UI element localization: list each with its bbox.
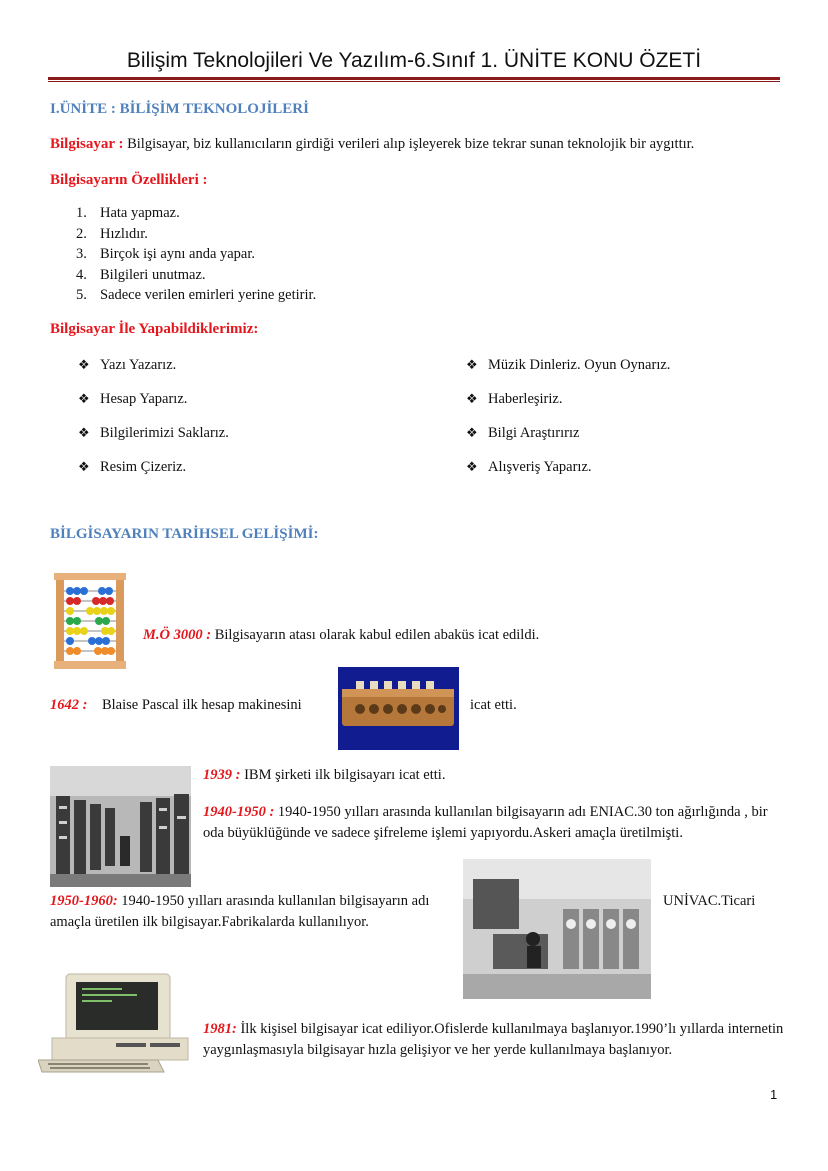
- list-item: ❖ Alışveriş Yaparız.: [466, 459, 592, 475]
- unit-heading: I.ÜNİTE : BİLİŞİM TEKNOLOJİLERİ: [50, 101, 309, 117]
- definition-label: Bilgisayar :: [50, 136, 124, 152]
- list-item: ❖ Hesap Yaparız.: [78, 391, 188, 407]
- history-pascal: 1642 : Blaise Pascal ilk hesap makinesini: [50, 697, 302, 713]
- diamond-bullet-icon: ❖: [466, 425, 478, 440]
- history-univac: 1950-1960: 1940-1950 yılları arasında kullanılan bilgisayarın adı: [50, 893, 430, 909]
- list-item: ❖ Yazı Yazarız.: [78, 357, 177, 373]
- header-rule-thin: [48, 81, 780, 82]
- history-heading: BİLGİSAYARIN TARİHSEL GELİŞİMİ:: [50, 526, 319, 542]
- abacus-image: [52, 571, 128, 671]
- features-heading: Bilgisayarın Özellikleri :: [50, 172, 208, 188]
- page-title: Bilişim Teknolojileri Ve Yazılım-6.Sınıf 1. ÜNİTE KONU ÖZETİ: [126, 49, 702, 72]
- history-abacus: M.Ö 3000 : Bilgisayarın atası olarak kabul edilen abaküs icat edildi.: [143, 627, 540, 643]
- history-pascal-after: icat etti.: [470, 697, 517, 713]
- pascaline-image: [338, 667, 459, 750]
- header-rule: [48, 77, 780, 80]
- uses-right-column: [466, 355, 670, 491]
- definition-text: Bilgisayar, biz kullanıcıların girdiği verileri alıp işleyerek bize tekrar sunan teknolojik bir aygıttır.: [123, 136, 695, 152]
- definition: [50, 136, 790, 153]
- history-univac-right: UNİVAC.Ticari: [663, 893, 756, 909]
- history-pc: 1981: İlk kişisel bilgisayar icat ediliyor.Ofislerde kullanılmaya başlanıyor.1990’lı yıllarda internetin yaygınlaşmasıyla bilgisayar hızla gelişiyor ve her yerde kullanılmaya başlanıyor.: [203, 1021, 784, 1058]
- list-item: 2. Hızlıdır.: [76, 225, 148, 242]
- diamond-bullet-icon: ❖: [78, 357, 90, 372]
- univac-image: [463, 859, 651, 999]
- list-item: ❖ Müzik Dinleriz. Oyun Oynarız.: [466, 357, 671, 373]
- list-item: ❖ Bilgi Araştırırız: [466, 425, 580, 441]
- list-item: 5. Sadece verilen emirleri yerine getirir.: [76, 287, 317, 303]
- list-item: 3. Birçok işi aynı anda yapar.: [76, 246, 256, 262]
- list-item: ❖ Haberleşiriz.: [466, 391, 563, 407]
- diamond-bullet-icon: ❖: [78, 391, 90, 406]
- diamond-bullet-icon: ❖: [78, 459, 90, 474]
- history-univac-line2: amaçla üretilen ilk bilgisayar.Fabrikalarda kullanılıyor.: [50, 914, 369, 930]
- ibm-pc-image: [38, 970, 192, 1076]
- diamond-bullet-icon: ❖: [466, 459, 478, 474]
- diamond-bullet-icon: ❖: [466, 391, 478, 406]
- history-ibm: 1939 : IBM şirketi ilk bilgisayarı icat etti.: [203, 767, 446, 783]
- features-list: [76, 203, 316, 306]
- uses-left-column: [78, 355, 229, 491]
- list-item: ❖ Resim Çizeriz.: [78, 459, 187, 475]
- list-item: ❖ Bilgilerimizi Saklarız.: [78, 425, 229, 441]
- diamond-bullet-icon: ❖: [78, 425, 90, 440]
- uses-heading: Bilgisayar İle Yapabildiklerimiz:: [50, 321, 259, 337]
- diamond-bullet-icon: ❖: [466, 357, 478, 372]
- history-eniac: 1940-1950 : 1940-1950 yılları arasında kullanılan bilgisayarın adı ENIAC.30 ton ağırlığında , bir oda büyüklüğünde ve sadece şifreleme işlemi yapıyordu.Askeri amaçla üretilmişti.: [203, 804, 768, 841]
- list-item: 1. Hata yapmaz.: [76, 205, 180, 221]
- list-item: 4. Bilgileri unutmaz.: [76, 266, 206, 283]
- eniac-image: [50, 766, 191, 887]
- page-number: 1: [770, 1087, 778, 1102]
